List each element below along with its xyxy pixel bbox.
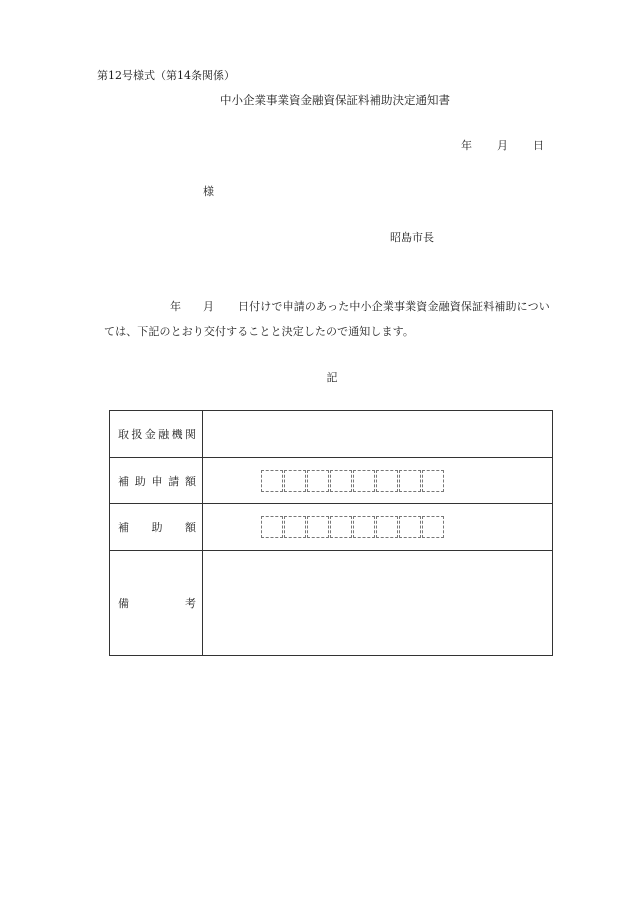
digit-box[interactable] <box>307 516 329 538</box>
remarks-label-cell <box>110 551 203 656</box>
label-char: 扱 <box>131 428 143 441</box>
digit-box[interactable] <box>330 470 352 492</box>
label-char: 請 <box>168 474 180 488</box>
label-char: 金 <box>144 428 156 441</box>
digit-box[interactable] <box>399 516 421 538</box>
amount-label <box>110 519 202 535</box>
issuer: 昭島市長 <box>390 231 434 244</box>
label-char: 額 <box>185 521 196 534</box>
applied-amount-boxes <box>203 470 552 492</box>
digit-box[interactable] <box>353 516 375 538</box>
remarks-value-cell[interactable] <box>203 551 553 656</box>
label-char: 額 <box>185 474 196 488</box>
institution-label-cell <box>110 411 203 458</box>
amount-value-cell <box>203 504 553 551</box>
ki-heading: 記 <box>326 371 338 384</box>
label-char: 補 <box>118 521 129 534</box>
label-char: 申 <box>151 474 163 488</box>
digit-box[interactable] <box>353 470 375 492</box>
amount-label-cell <box>110 504 203 551</box>
applied-label-cell <box>110 458 203 504</box>
digit-box[interactable] <box>284 470 306 492</box>
form-number: 第12号様式（第14条関係） <box>97 69 235 82</box>
amount-boxes <box>203 516 552 538</box>
digit-box[interactable] <box>376 470 398 492</box>
label-char: 補 <box>118 474 129 488</box>
applied-value-cell <box>203 458 553 504</box>
table-row-remarks <box>110 551 553 656</box>
digit-box[interactable] <box>284 516 306 538</box>
body-line-1-text: 日付けで申請のあった中小企業事業資金融資保証料補助につい <box>238 300 550 313</box>
digit-box[interactable] <box>422 470 444 492</box>
body-line-2: ては、下記のとおり交付することと決定したので通知します。 <box>104 325 414 338</box>
label-char: 助 <box>151 521 163 534</box>
table-row-institution <box>110 411 553 458</box>
date-day-label: 日 <box>533 139 544 152</box>
body-year-label: 年 <box>170 300 181 313</box>
institution-label <box>110 426 202 442</box>
addressee-suffix: 様 <box>203 185 214 198</box>
label-char: 融 <box>158 428 170 441</box>
label-char: 機 <box>171 428 183 441</box>
details-table <box>109 410 553 656</box>
digit-box[interactable] <box>376 516 398 538</box>
digit-box[interactable] <box>399 470 421 492</box>
table-row-applied <box>110 458 553 504</box>
digit-box[interactable] <box>261 516 283 538</box>
digit-box[interactable] <box>261 470 283 492</box>
document-title: 中小企業事業資金融資保証料補助決定通知書 <box>220 93 450 107</box>
date-year-label: 年 <box>461 139 472 152</box>
label-char: 助 <box>134 474 146 488</box>
label-char: 関 <box>184 428 196 441</box>
digit-box[interactable] <box>330 516 352 538</box>
label-char: 取 <box>118 428 129 441</box>
table-row-amount <box>110 504 553 551</box>
date-month-label: 月 <box>497 139 508 152</box>
label-char: 考 <box>185 597 196 610</box>
institution-value-cell[interactable] <box>203 411 553 458</box>
label-char: 備 <box>118 597 129 610</box>
applied-label <box>110 473 202 489</box>
remarks-label <box>110 595 202 611</box>
digit-box[interactable] <box>307 470 329 492</box>
body-month-label: 月 <box>203 300 214 313</box>
digit-box[interactable] <box>422 516 444 538</box>
